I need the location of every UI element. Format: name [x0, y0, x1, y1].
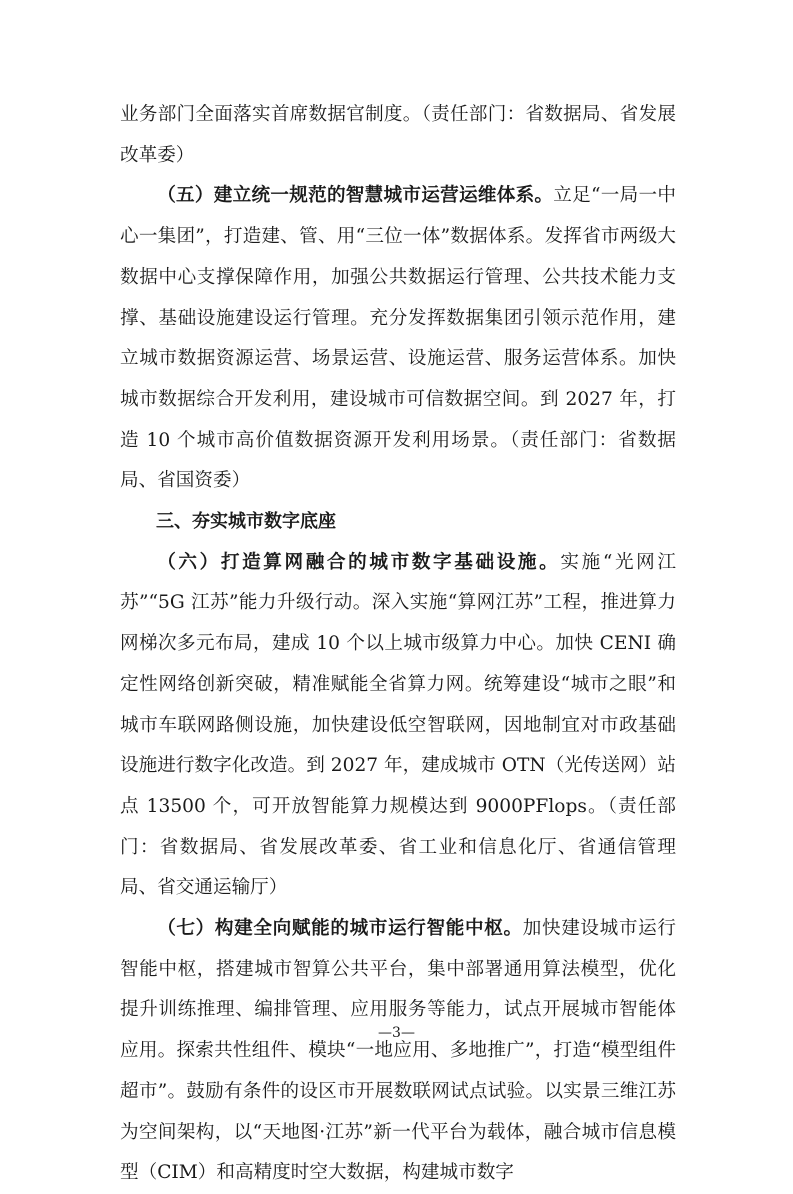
paragraph-text: 实施“光网江苏”“5G 江苏”能力升级行动。深入实施“算网江苏”工程，推进算力网梯次多元布局，建成 10 个以上城市级算力中心。加快 CENI 确定性网络创新突破，精准赋能全省算力网。统筹建设“城市之眼”和城市车联网路侧设施，加快建设低空智联网，因地制宜对市政基础设施进行数字化改造。到 2027 年，建成城市 OTN（光传送网）站点 13500 个，可开放智能算力规模达到 9000PFlops。（责任部门：省数据局、省发展改革委、省工业和信息化厅、省通信管理局、省交通运输厅） [120, 551, 676, 899]
paragraph-text: 业务部门全面落实首席数据官制度。（责任部门：省数据局、省发展改革委） [120, 104, 676, 166]
paragraph-lead-heading: （五）建立统一规范的智慧城市运营运维体系。 [157, 185, 554, 207]
paragraph-text: 加快建设城市运行智能中枢，搭建城市智算公共平台，集中部署通用算法模型，优化提升训练推理、编排管理、应用服务等能力，试点开展城市智能体应用。探索共性组件、模块“一地应用、多地推广”，打造“模型组件超市”。鼓励有条件的设区市开展数联网试点试验。以实景三维江苏为空间架构，以“天地图·江苏”新一代平台为载体，融合城市信息模型（CIM）和高精度时空大数据，构建城市数字 [120, 918, 676, 1184]
paragraph-lead-heading: （六）打造算网融合的城市数字基础设施。 [157, 551, 561, 573]
section-heading-digital-foundation [120, 502, 676, 543]
paragraph-continued [120, 95, 676, 176]
page-number: —3— [378, 1025, 415, 1041]
paragraph-intelligent-hub [120, 909, 676, 1194]
paragraph-infrastructure [120, 543, 676, 909]
paragraph-text: 立足“一局一中心一集团”，打造建、管、用“三位一体”数据体系。发挥省市两级大数据中心支撑保障作用，加强公共数据运行管理、公共技术能力支撑、基础设施建设运行管理。充分发挥数据集团引领示范作用，建立城市数据资源运营、场景运营、设施运营、服务运营体系。加快城市数据综合开发利用，建设城市可信数据空间。到 2027 年，打造 10 个城市高价值数据资源开发利用场景。（责任部门：省数据局、省国资委） [120, 185, 676, 492]
section-heading-text: 三、夯实城市数字底座 [156, 511, 336, 533]
paragraph-operations-system [120, 176, 676, 502]
paragraph-lead-heading: （七）构建全向赋能的城市运行智能中枢。 [157, 918, 523, 940]
